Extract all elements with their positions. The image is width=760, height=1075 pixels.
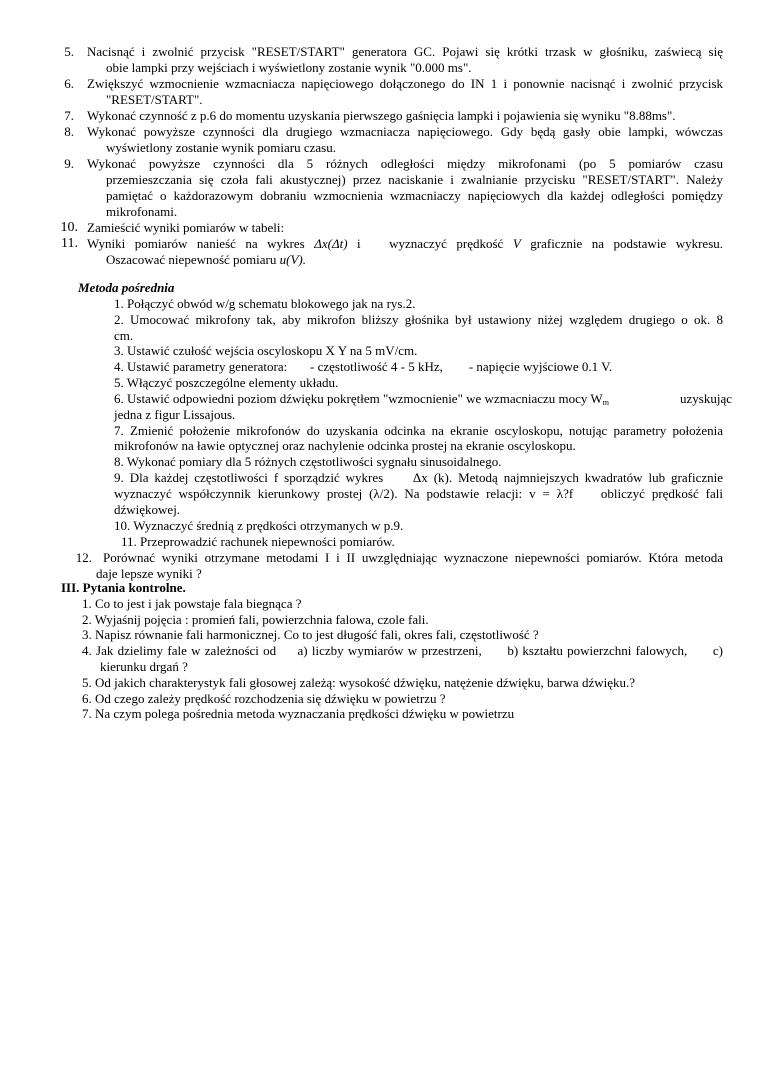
item-11-line-2: Oszacować niepewność pomiaru u(V). bbox=[106, 252, 306, 267]
method-step-7: 7. Zmienić położenie mikrofonów do uzyskania odcinka na ekranie oscyloskopu, notując parametry położenia bbox=[114, 423, 723, 438]
item-9-line-3: pamiętać o każdorazowym dobraniu wzmocnienia wzmacniaczy napięciowych dla każdej odległości pomiędzy bbox=[106, 188, 723, 203]
method-step-6-cont: jedna z figur Lissajous. bbox=[114, 407, 236, 422]
item-9-number: 9. bbox=[64, 156, 74, 171]
method-step-9-cont-2: dźwiękowej. bbox=[114, 502, 181, 517]
method-step-3: 3. Ustawić czułość wejścia oscyloskopu X Y na 5 mV/cm. bbox=[114, 343, 418, 358]
question-1: 1. Co to jest i jak powstaje fala biegnąca ? bbox=[82, 596, 302, 611]
item-11-line-1: Wyniki pomiarów nanieść na wykres Δx(Δt) i wyznaczyć prędkość V graficznie na podstawie wykresu. bbox=[87, 236, 723, 251]
item-5-number: 5. bbox=[64, 44, 74, 59]
method-step-9: 9. Dla każdej częstotliwości f sporządzić wykres Δx (k). Metodą najmniejszych kwadratów lub graficznie bbox=[114, 470, 723, 485]
question-5: 5. Od jakich charakterystyk fali głosowej zależą: wysokość dźwięku, natężenie dźwięku, barwa dźwięku.? bbox=[82, 675, 636, 690]
method-step-6: 6. Ustawić odpowiedni poziom dźwięku pokrętłem "wzmocnienie" we wzmacniaczu mocy $W_m$ bbox=[114, 391, 609, 407]
question-2: 2. Wyjaśnij pojęcia : promień fali, powierzchnia falowa, czole fali. bbox=[82, 612, 429, 627]
item-5-line-1: Nacisnąć i zwolnić przycisk "RESET/START" generatora GC. Pojawi się krótki trzask w głośniku, zaświecą się bbox=[87, 44, 723, 59]
item-12-line-2: daje lepsze wyniki ? bbox=[96, 566, 202, 581]
item-8-number: 8. bbox=[64, 124, 74, 139]
question-4-cont: kierunku drgań ? bbox=[100, 659, 188, 674]
item-6-line-2: "RESET/START". bbox=[106, 92, 203, 107]
question-4: 4. Jak dzielimy fale w zależności od a) liczby wymiarów w przestrzeni, b) kształtu powierzchni falowych, c) bbox=[82, 643, 723, 658]
question-6: 6. Od czego zależy prędkość rozchodzenia się dźwięku w powietrzu ? bbox=[82, 691, 446, 706]
method-step-1: 1. Połączyć obwód w/g schematu blokowego jak na rys.2. bbox=[114, 296, 416, 311]
method-step-2: 2. Umocować mikrofony tak, aby mikrofon bliższy głośnika był ustawiony niżej względem drugiego o ok. 8 bbox=[114, 312, 723, 327]
method-step-2-cont: cm. bbox=[114, 328, 134, 343]
item-8-line-2: wyświetlony zostanie wynik pomiaru czasu. bbox=[106, 140, 336, 155]
item-9-line-4: mikrofonami. bbox=[106, 204, 178, 219]
question-3: 3. Napisz równanie fali harmonicznej. Co to jest długość fali, okres fali, częstotliwość ? bbox=[82, 627, 539, 642]
item-12-line-1: Porównać wyniki otrzymane metodami I i II uwzględniając wyznaczone niepewności pomiarów. Która metoda bbox=[103, 550, 723, 565]
method-step-7-cont: mikrofonów na ławie optycznej oraz nachylenie odcinka prostej na ekranie oscyloskopu. bbox=[114, 438, 576, 453]
item-6-number: 6. bbox=[64, 76, 74, 91]
item-7-line-1: Wykonać czynność z p.6 do momentu uzyskania pierwszego gaśnięcia lampki i pojawienia się wyniku "8.88ms". bbox=[87, 108, 676, 123]
method-step-10: 10. Wyznaczyć średnią z prędkości otrzymanych w p.9. bbox=[114, 518, 404, 533]
item-11-number: 11. bbox=[61, 236, 78, 251]
item-5-line-2: obie lampki przy wejściach i wyświetlony zostanie wynik "0.000 ms". bbox=[106, 60, 472, 75]
method-step-4: 4. Ustawić parametry generatora: - częstotliwość 4 - 5 kHz, - napięcie wyjściowe 0.1 V. bbox=[114, 359, 613, 374]
item-8-line-1: Wykonać powyższe czynności dla drugiego wzmacniacza napięciowego. Gdy będą gasły obie lampki, wówczas bbox=[87, 124, 723, 139]
question-7: 7. Na czym polega pośrednia metoda wyznaczania prędkości dźwięku w powietrzu bbox=[82, 706, 515, 721]
method-step-9-cont: wyznaczyć współczynnik kierunkowy prostej (λ/2). Na podstawie relacji: v = λ?f obliczyć prędkość fali bbox=[114, 486, 723, 501]
questions-heading: III. Pytania kontrolne. bbox=[61, 580, 186, 595]
method-heading: Metoda pośrednia bbox=[78, 280, 175, 295]
item-6-line-1: Zwiększyć wzmocnienie wzmacniacza napięciowego dołączonego do IN 1 i ponownie nacisnąć i zwolnić przycisk bbox=[87, 76, 723, 91]
method-step-6-tail: uzyskując bbox=[680, 391, 732, 406]
method-step-8: 8. Wykonać pomiary dla 5 różnych częstotliwości sygnału sinusoidalnego. bbox=[114, 454, 502, 469]
item-9-line-1: Wykonać powyższe czynności dla 5 różnych odległości między mikrofonami (po 5 pomiarów czasu bbox=[87, 156, 723, 171]
method-step-5: 5. Włączyć poszczególne elementy układu. bbox=[114, 375, 339, 390]
item-9-line-2: przemieszczania się czoła fali akustycznej) przez naciskanie i zwalnianie przycisku "RESET/START". Należy bbox=[106, 172, 723, 187]
method-step-11: 11. Przeprowadzić rachunek niepewności pomiarów. bbox=[121, 534, 395, 549]
item-10-line-1: Zamieścić wyniki pomiarów w tabeli: bbox=[87, 220, 285, 235]
item-7-number: 7. bbox=[64, 108, 74, 123]
item-10-number: 10. bbox=[60, 220, 78, 235]
item-12-number: 12. bbox=[75, 550, 92, 565]
